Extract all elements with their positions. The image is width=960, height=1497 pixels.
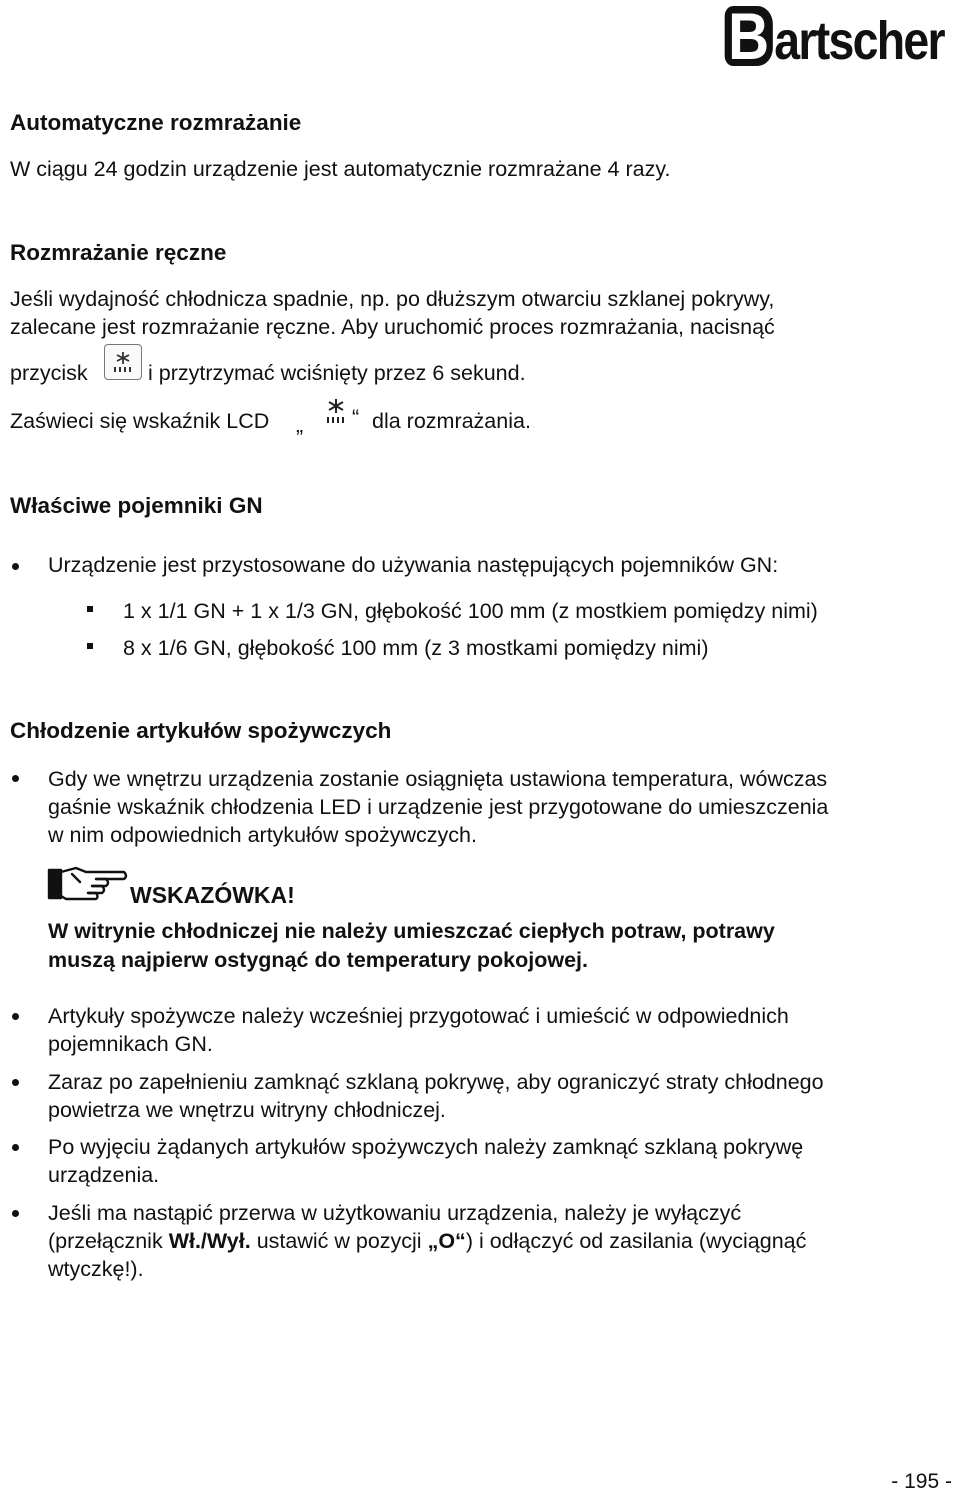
note-line2: muszą najpierw ostygnąć do temperatury pokojowej.: [48, 948, 589, 972]
heading-cooling-food: Chłodzenie artykułów spożywczych: [10, 718, 392, 743]
cooling-b1-line3: w nim odpowiednich artykułów spożywczych.: [48, 823, 477, 847]
heading-gn-containers: Właściwe pojemniki GN: [10, 493, 263, 518]
quote-open: „: [296, 413, 304, 437]
bullet-dot: [12, 1079, 19, 1086]
cooling-b2-line2: pojemnikach GN.: [48, 1032, 213, 1056]
note-label: WSKAZÓWKA!: [130, 882, 295, 908]
cooling-b5-line1: Jeśli ma nastąpić przerwa w użytkowaniu urządzenia, należy je wyłączyć: [48, 1201, 742, 1225]
heading-manual-defrost: Rozmrażanie ręczne: [10, 240, 227, 265]
b5-position-o: „O“: [427, 1229, 466, 1253]
manual-defrost-line1: Jeśli wydajność chłodnicza spadnie, np. po dłuższym otwarciu szklanej pokrywy,: [10, 287, 775, 311]
note-line1: W witrynie chłodniczej nie należy umieszczać ciepłych potraw, potrawy: [48, 919, 775, 943]
heading-auto-defrost: Automatyczne rozmrażanie: [10, 110, 302, 135]
cooling-b4-line2: urządzenia.: [48, 1163, 160, 1187]
square-bullet: [87, 606, 93, 612]
square-bullet: [87, 643, 93, 649]
cooling-b4-line1: Po wyjęciu żądanych artykułów spożywczych należy zamknąć szklaną pokrywę: [48, 1135, 804, 1159]
defrost-button-icon: [104, 344, 142, 380]
manual-defrost-line2: zalecane jest rozmrażanie ręczne. Aby uruchomić proces rozmrażania, nacisnąć: [10, 315, 775, 339]
brand-logo: [725, 0, 944, 73]
manual-defrost-line4-pre: Zaświeci się wskaźnik LCD: [10, 409, 270, 433]
b5-text-c: ustawić w pozycji: [256, 1229, 422, 1253]
quote-close: “: [352, 405, 360, 429]
cooling-b2-line1: Artykuły spożywcze należy wcześniej przygotować i umieścić w odpowiednich: [48, 1004, 789, 1028]
cooling-b3-line1: Zaraz po zapełnieniu zamknąć szklaną pokrywę, aby ograniczyć straty chłodnego: [48, 1070, 824, 1094]
defrost-lcd-icon: [322, 397, 350, 427]
cooling-b3-line2: powietrza we wnętrzu witryny chłodniczej.: [48, 1098, 446, 1122]
b5-text-e: ) i odłączyć od zasilania (wyciągnąć: [465, 1229, 807, 1253]
bullet-dot: [12, 1210, 19, 1217]
pointing-hand-icon: [46, 862, 130, 904]
bullet-dot: [12, 563, 19, 570]
manual-defrost-line4-post: dla rozmrażania.: [372, 409, 531, 433]
b5-switch-name: Wł./Wył.: [168, 1229, 251, 1253]
bullet-dot: [12, 775, 19, 782]
cooling-b5-line3: wtyczkę!).: [48, 1257, 144, 1281]
auto-defrost-text: W ciągu 24 godzin urządzenie jest automatycznie rozmrażane 4 razy.: [10, 157, 671, 181]
cooling-b5-line2: [48, 1227, 806, 1255]
bullet-dot: [12, 1144, 19, 1151]
logo-text: artscher: [774, 11, 944, 71]
manual-defrost-line3-post: i przytrzymać wciśnięty przez 6 sekund.: [148, 361, 526, 385]
page-number: - 195 -: [891, 1470, 952, 1493]
b5-text-a: (przełącznik: [48, 1229, 163, 1253]
manual-defrost-line3-pre: przycisk: [10, 361, 88, 385]
snowflake-drip-icon: [110, 350, 136, 374]
bullet-dot: [12, 1013, 19, 1020]
cooling-b1-line1: Gdy we wnętrzu urządzenia zostanie osiągnięta ustawiona temperatura, wówczas: [48, 767, 828, 791]
gn-bullet-text: Urządzenie jest przystosowane do używania następujących pojemników GN:: [48, 553, 779, 577]
gn-item-2: 8 x 1/6 GN, głębokość 100 mm (z 3 mostkami pomiędzy nimi): [123, 636, 709, 660]
cooling-b1-line2: gaśnie wskaźnik chłodzenia LED i urządzenie jest przygotowane do umieszczenia: [48, 795, 829, 819]
gn-item-1: 1 x 1/1 GN + 1 x 1/3 GN, głębokość 100 mm (z mostkiem pomiędzy nimi): [123, 599, 818, 623]
logo-b-mark: B: [725, 6, 773, 66]
